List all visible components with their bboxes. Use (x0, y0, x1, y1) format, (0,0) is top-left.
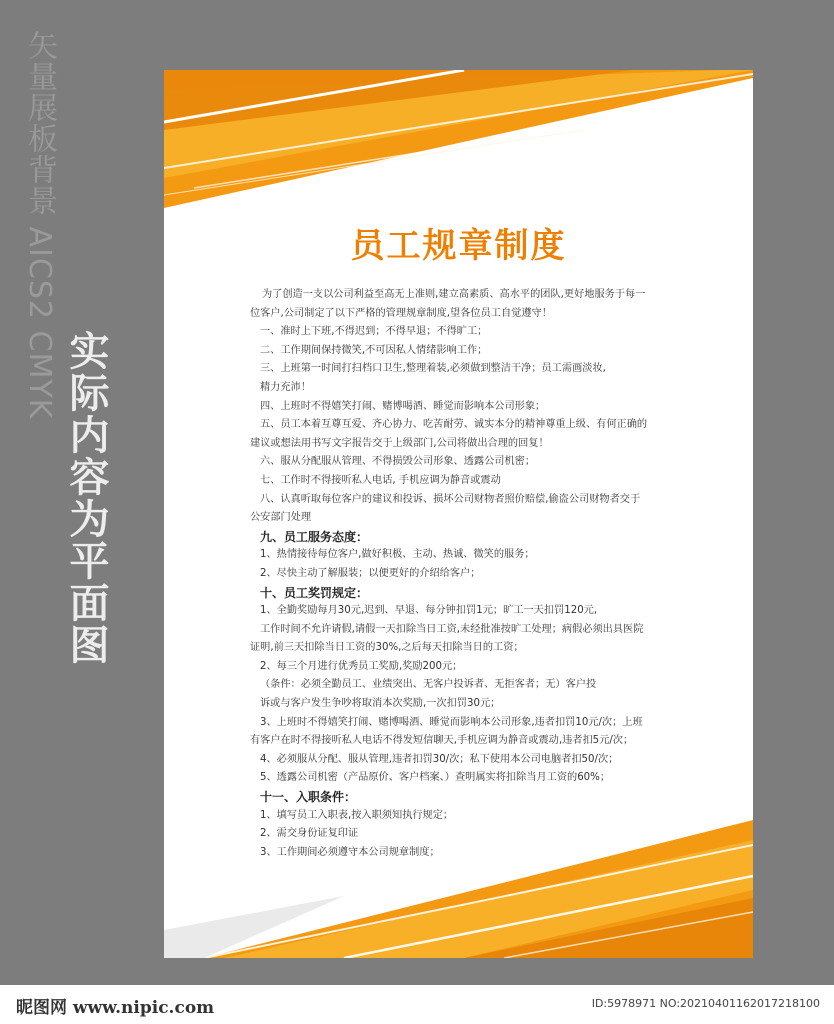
regulation-line: 公安部门处理 (250, 512, 312, 524)
regulation-line: 1、热情接待每位客户,做好积极、主动、热诚、微笑的服务； (260, 549, 535, 561)
section-heading: 九、员工服务态度： (260, 529, 369, 544)
regulation-line: 有客户在时不得接听私人电话不得发短信聊天,手机应调为静音或震动,违者扣5元/次； (250, 735, 634, 747)
regulation-line: 3、上班时不得嬉笑打闹、赌博喝酒、睡觉而影响本公司形象,违者扣罚10元/次；上班 (260, 716, 643, 728)
regulation-line: 三、上班第一时间打扫档口卫生,整理着装,必须做到整洁干净；员工需画淡妆, (260, 363, 606, 375)
side-caption-top: 矢量展板背景 AICS2 CMYK (22, 30, 57, 420)
regulation-line: 七、工作时不得接听私人电话, 手机应调为静音或震动 (260, 474, 501, 486)
regulation-line: 2、每三个月进行优秀员工奖励,奖励200元； (260, 660, 463, 672)
image-id-text: ID:5978971 NO:20210401162017218100 (591, 997, 820, 1010)
regulation-line: 为了创造一支以公司利益至高无上准则,建立高素质、高水平的团队,更好地服务于每一 (262, 289, 646, 300)
poster-title: 员工规章制度 (350, 226, 567, 266)
regulation-line: 2、需交身份证复印证 (260, 828, 359, 840)
regulation-line: 六、服从分配服从管理、不得损毁公司形象、透露公司机密； (260, 456, 536, 468)
regulation-line: 一、准时上下班,不得迟到；不得早退；不得旷工； (260, 326, 488, 338)
regulation-line: 建议或想法用书写文字报告交于上级部门,公司将做出合理的回复！ (250, 437, 549, 449)
watermark-footer (0, 985, 834, 1024)
site-logo: 昵图网 www.nipic.com (16, 998, 215, 1018)
regulation-line: 工作时间不允许请假,请假一天扣除当日工资,未经批准按旷工处理；病假必须出具医院 (260, 623, 644, 635)
regulation-line: 四、上班时不得嬉笑打闹、赌博喝酒、睡觉而影响本公司形象； (260, 400, 546, 412)
regulation-line: 2、尽快主动了解服装；以便更好的介绍给客户； (260, 567, 481, 579)
regulation-line: （条件：必须全勤员工、业绩突出、无客户投诉者、无拒客者；无）客户投 (260, 679, 597, 691)
regulation-line: 五、员工本着互尊互爱、齐心协力、吃苦耐劳、诚实本分的精神尊重上级、有何正确的 (260, 419, 648, 431)
regulation-line: 4、必须服从分配、服从管理,违者扣罚30/次；私下使用本公司电脑者扣50/次； (260, 753, 619, 765)
poster (164, 70, 753, 958)
regulation-body (250, 286, 708, 862)
regulation-line: 3、工作期间必须遵守本公司规章制度； (260, 846, 440, 858)
regulation-line: 八、认真听取每位客户的建议和投诉、损坏公司财物者照价赔偿,偷盗公司财物者交于 (260, 493, 641, 505)
section-heading: 十、员工奖罚规定： (260, 585, 369, 600)
regulation-line: 诉或与客户发生争吵将取消本次奖励,一次扣罚30元； (260, 698, 501, 710)
regulation-line: 5、透露公司机密（产品原价、客户档案、）查明属实将扣除当月工资的60%； (260, 772, 611, 784)
regulation-line: 二、工作期间保持微笑,不可因私人情绪影响工作； (260, 344, 488, 356)
regulation-line: 精力充沛！ (260, 381, 311, 393)
regulation-line: 位客户,公司制定了以下严格的管理规章制度,望各位员工自觉遵守！ (250, 307, 552, 319)
regulation-line: 证明,前三天扣除当日工资的30%,之后每天扣除当日的工资； (250, 642, 524, 654)
regulation-line: 1、全勤奖励每月30元,迟到、早退、每分钟扣罚1元；旷工一天扣罚120元, (260, 605, 598, 617)
side-caption-main: 实际内容为平面图 (63, 330, 109, 666)
regulation-line: 1、填写员工入职表,按入职须知执行规定； (260, 809, 454, 821)
section-heading: 十一、入职条件： (260, 790, 357, 805)
